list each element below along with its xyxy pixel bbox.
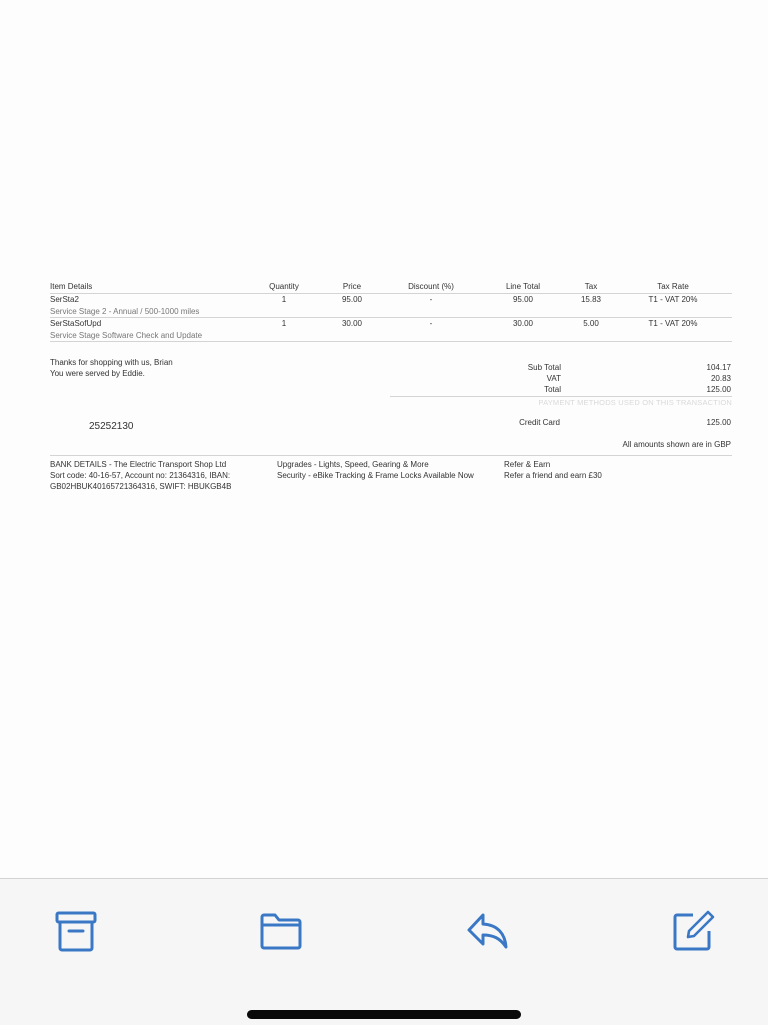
payment-methods-heading: PAYMENT METHODS USED ON THIS TRANSACTION	[538, 398, 732, 407]
item-discount: -	[429, 319, 433, 328]
currency-note: All amounts shown are in GBP	[622, 440, 731, 449]
upgrades-line: Upgrades - Lights, Speed, Gearing & More	[277, 460, 429, 469]
bank-details-line: Sort code: 40-16-57, Account no: 21364316, IBAN:	[50, 471, 231, 480]
col-price: Price	[342, 282, 362, 291]
col-quantity: Quantity	[269, 282, 299, 291]
archive-icon	[54, 909, 98, 953]
item-quantity: 1	[281, 295, 287, 304]
bank-details-line: GB02HBUK40165721364316, SWIFT: HBUKGB4B	[50, 482, 232, 491]
payment-method: Credit Card	[519, 418, 560, 427]
archive-button[interactable]	[52, 907, 100, 955]
refer-line: Refer a friend and earn £30	[504, 471, 602, 480]
sub-total-value: 104.17	[706, 363, 731, 372]
col-tax: Tax	[584, 282, 598, 291]
vat-value: 20.83	[710, 374, 731, 383]
total-value: 125.00	[706, 385, 731, 394]
item-price: 95.00	[341, 295, 363, 304]
item-price: 30.00	[341, 319, 363, 328]
totals-divider	[390, 396, 732, 397]
header-divider	[50, 293, 732, 294]
security-line: Security - eBike Tracking & Frame Locks Available Now	[277, 471, 474, 480]
col-discount: Discount (%)	[408, 282, 454, 291]
total-label: Total	[544, 385, 561, 394]
col-line-total: Line Total	[505, 282, 541, 291]
item-tax: 15.83	[580, 295, 602, 304]
item-line-total: 30.00	[512, 319, 534, 328]
sub-total-label: Sub Total	[527, 363, 561, 372]
item-tax: 5.00	[583, 319, 599, 328]
move-to-folder-button[interactable]	[257, 907, 305, 955]
bottom-toolbar	[0, 878, 768, 1025]
reply-button[interactable]	[463, 907, 511, 955]
compose-button[interactable]	[669, 907, 717, 955]
item-tax-rate: T1 - VAT 20%	[648, 295, 698, 304]
col-tax-rate: Tax Rate	[657, 282, 689, 291]
vat-label: VAT	[546, 374, 561, 383]
bank-details-line: BANK DETAILS - The Electric Transport Shop Ltd	[50, 460, 227, 469]
folder-icon	[259, 909, 303, 953]
thanks-message: Thanks for shopping with us, Brian	[50, 358, 173, 367]
home-indicator[interactable]	[247, 1010, 521, 1019]
footer-divider	[50, 455, 732, 456]
reply-icon	[465, 909, 509, 953]
item-code: SerSta2	[50, 295, 79, 304]
item-tax-rate: T1 - VAT 20%	[648, 319, 698, 328]
payment-amount: 125.00	[706, 418, 731, 427]
item-quantity: 1	[281, 319, 287, 328]
item-description: Service Stage 2 - Annual / 500-1000 miles	[50, 307, 200, 316]
item-description: Service Stage Software Check and Update	[50, 331, 203, 340]
row-divider	[50, 341, 732, 342]
col-item-details: Item Details	[50, 282, 93, 291]
item-code: SerStaSofUpd	[50, 319, 102, 328]
compose-icon	[671, 909, 715, 953]
item-discount: -	[429, 295, 433, 304]
barcode-number: 25252130	[89, 421, 134, 432]
item-line-total: 95.00	[512, 295, 534, 304]
row-divider	[50, 317, 732, 318]
served-by-message: You were served by Eddie.	[50, 369, 145, 378]
refer-title: Refer & Earn	[504, 460, 551, 469]
